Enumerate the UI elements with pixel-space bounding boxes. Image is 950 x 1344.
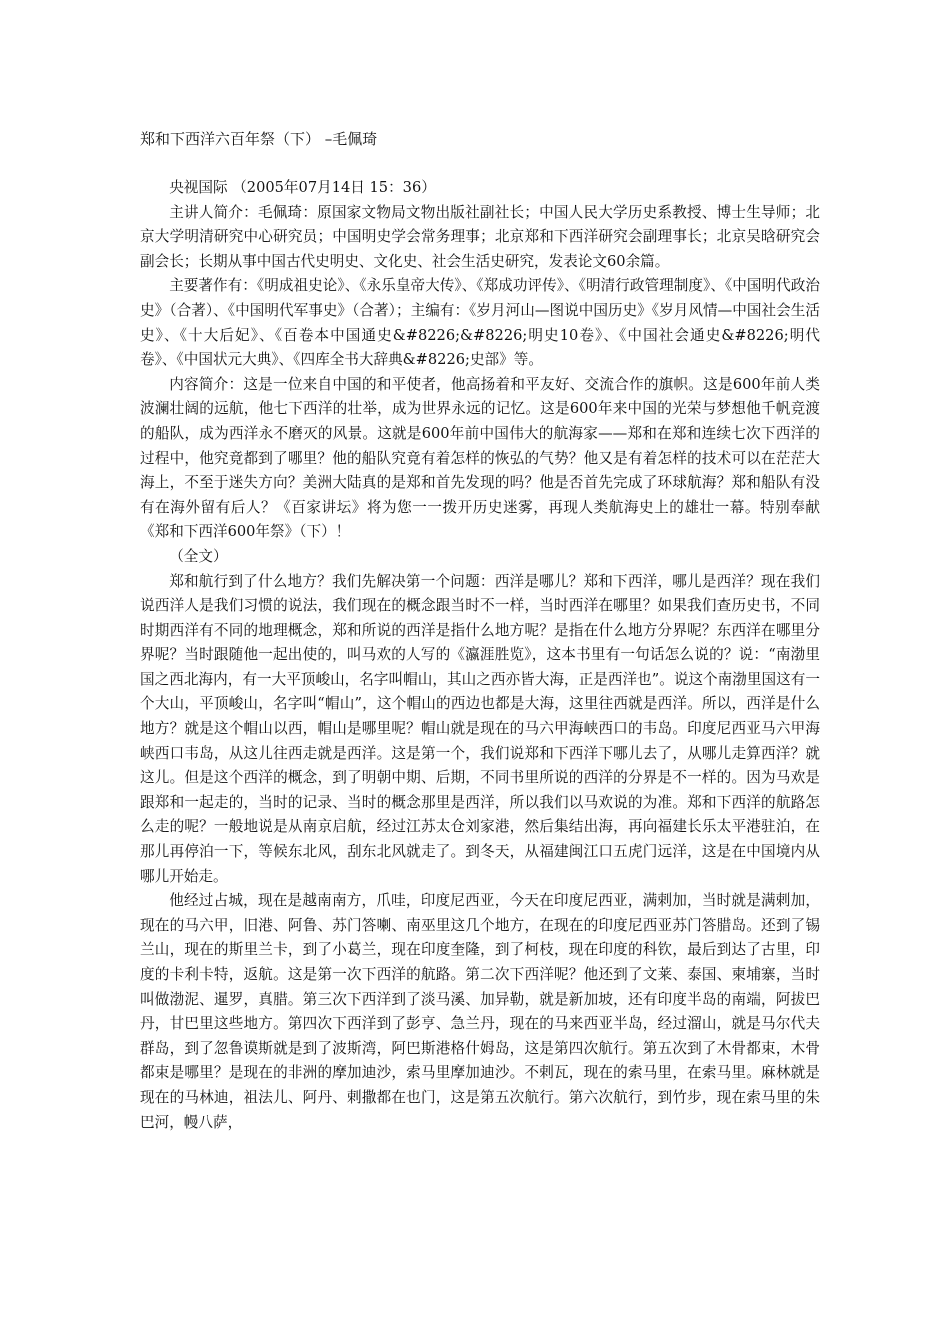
dateline-paragraph: 央视国际 （2005年07月14日 15：36） bbox=[169, 179, 436, 196]
works-paragraph: 主要著作有：《明成祖史论》、《永乐皇帝大传》、《郑成功评传》、《明清行政管理制度》、《中国明代政治史》（合著）、《中国明代军事史》（合著）；主编有：《岁月河山—图说中国历史》《岁月风情—中国社会生活史》、《十大后妃》、《百卷本中国通史&#8226;&#8226;明史10卷》、《中国社会通史&#8226;明代卷》、《中国状元大典》、《四库全书大辞典&#8226;史部》等。 bbox=[140, 277, 820, 369]
document-title: 郑和下西洋六百年祭（下） –毛佩琦 bbox=[140, 130, 378, 148]
speaker-intro-paragraph: 主讲人简介：毛佩琦：原国家文物局文物出版社副社长；中国人民大学历史系教授、博士生导师；北京大学明清研究中心研究员；中国明史学会常务理事；北京郑和下西洋研究会副理事长；北京吴晗研究会副会长；长期从事中国古代史明史、文化史、社会生活史研究，发表论文60余篇。 bbox=[140, 203, 820, 270]
content-summary-paragraph: 内容简介：这是一位来自中国的和平使者，他高扬着和平友好、交流合作的旗帜。这是600年前人类波澜壮阔的远航，他七下西洋的壮举，成为世界永远的记忆。这是600年来中国的光荣与梦想他千帆竞渡的船队，成为西洋永不磨灭的风景。这就是600年前中国伟大的航海家——郑和在郑和连续七次下西洋的过程中，他究竟都到了哪里？他的船队究竟有着怎样的恢弘的气势？他又是有着怎样的技术可以在茫茫大海上，不至于迷失方向？美洲大陆真的是郑和首先发现的吗？他是否首先完成了环球航海？郑和船队有没有在海外留有后人？《百家讲坛》将为您一一拨开历史迷雾，再现人类航海史上的雄壮一幕。特别奉献《郑和下西洋600年祭》（下）！ bbox=[140, 375, 820, 541]
body-paragraph: 他经过占城，现在是越南南方，爪哇，印度尼西亚，今天在印度尼西亚，满剌加，当时就是满剌加，现在的马六甲，旧港、阿鲁、苏门答喇、南巫里这几个地方，在现在的印度尼西亚苏门答腊岛。还到了锡兰山，现在的斯里兰卡，到了小葛兰，现在印度奎隆，到了柯枝，现在印度的科钦，最后到达了古里，印度的卡利卡特，返航。这是第一次下西洋的航路。第二次下西洋呢？他还到了文莱、泰国、柬埔寨，当时叫做渤泥、暹罗，真腊。第三次下西洋到了淡马溪、加异勒，就是新加坡，还有印度半岛的南端，阿拔巴丹，甘巴里这些地方。第四次下西洋到了彭亨、急兰丹，现在的马来西亚半岛，经过溜山，就是马尔代夫群岛，到了忽鲁谟斯就是到了波斯湾，阿巴斯港格什姆岛，这是第四次航行。第五次到了木骨都束，木骨都束是哪里？是现在的非洲的摩加迪沙，索马里摩加迪沙。不剌瓦，现在的索马里，在索马里。麻林就是现在的马林迪，祖法儿、阿丹、剌撒都在也门，这是第五次航行。第六次航行，到竹步，现在索马里的朱巴河，幔八萨， bbox=[140, 892, 820, 1131]
document-body bbox=[140, 176, 820, 1135]
body-paragraph: 郑和航行到了什么地方？我们先解决第一个问题：西洋是哪儿？郑和下西洋，哪儿是西洋？现在我们说西洋人是我们习惯的说法，我们现在的概念跟当时不一样，当时西洋在哪里？如果我们查历史书，不同时期西洋有不同的地理概念，郑和所说的西洋是指什么地方呢？是指在什么地方分界呢？东西洋在哪里分界呢？当时跟随他一起出使的，叫马欢的人写的《瀛涯胜览》，这本书里有一句话怎么说的？说：“南渤里国之西北海内，有一大平顶峻山，名字叫帽山，其山之西亦皆大海，正是西洋也”。说这个南渤里国这有一个大山，平顶峻山，名字叫“帽山”，这个帽山的西边也都是大海，这里往西就是西洋。所以，西洋是什么地方？就是这个帽山以西，帽山是哪里呢？帽山就是现在的马六甲海峡西口的韦岛。印度尼西亚马六甲海峡西口韦岛，从这儿往西走就是西洋。这是第一个，我们说郑和下西洋下哪儿去了，从哪儿走算西洋？就这儿。但是这个西洋的概念，到了明朝中期、后期，不同书里所说的西洋的分界是不一样的。因为马欢是跟郑和一起走的，当时的记录、当时的概念那里是西洋，所以我们以马欢说的为准。郑和下西洋的航路怎么走的呢？一般地说是从南京启航，经过江苏太仓刘家港，然后集结出海，再向福建长乐太平港驻泊，在那儿再停泊一下，等候东北风，刮东北风就走了。到冬天，从福建闽江口五虎门远洋，这是在中国境内从哪儿开始走。 bbox=[140, 572, 820, 885]
full-text-label: （全文） bbox=[169, 547, 228, 565]
document-page bbox=[140, 126, 820, 1135]
